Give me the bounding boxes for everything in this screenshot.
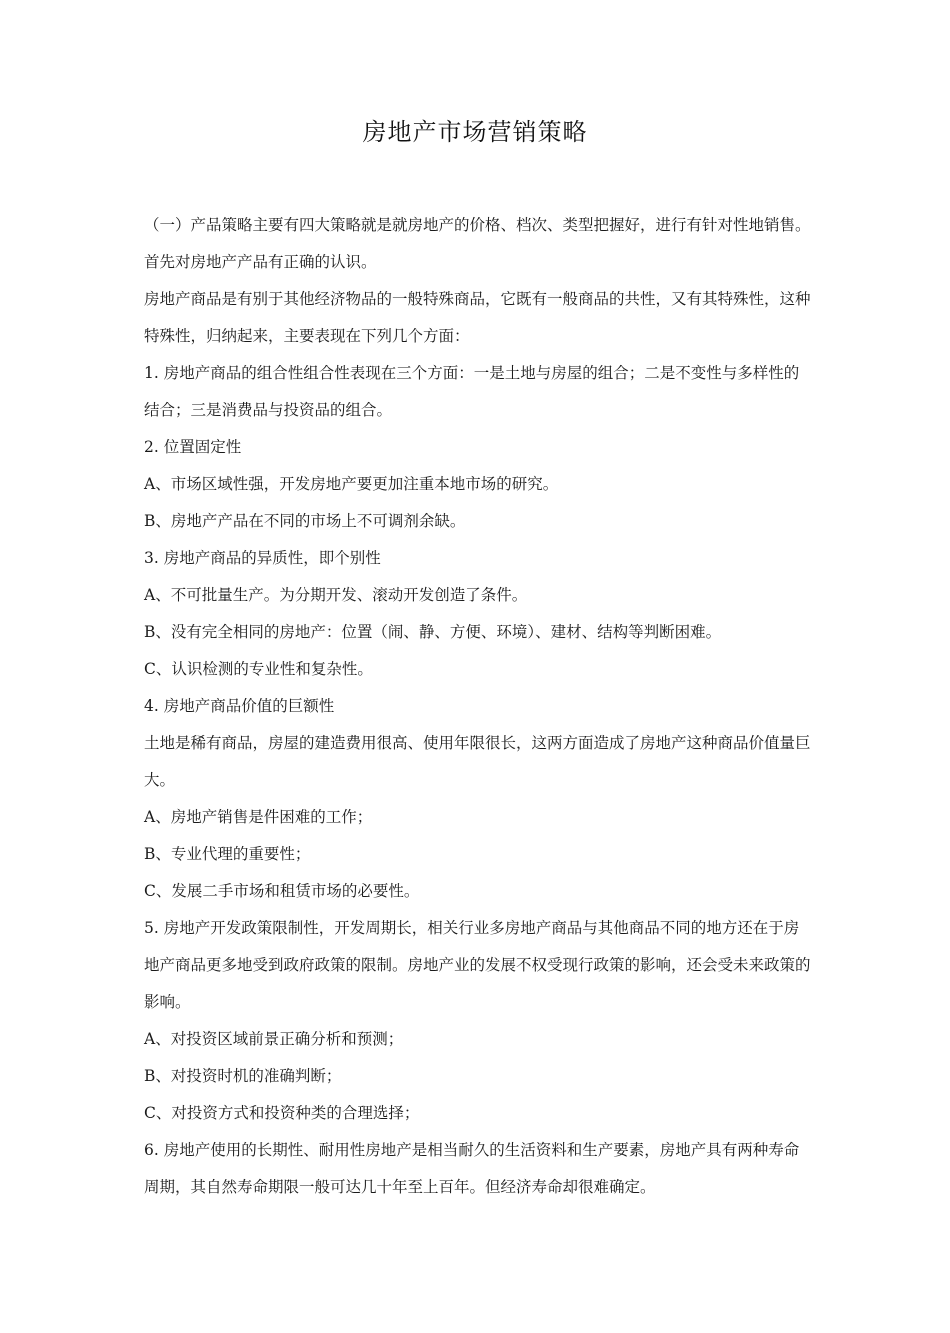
paragraph-point-3c: C、认识检测的专业性和复杂性。 <box>144 660 373 678</box>
paragraph-special-commodity: 房地产商品是有别于其他经济物品的一般特殊商品，它既有一般商品的共性，又有其特殊性，这种特殊性，归纳起来，主要表现在下列几个方面： <box>144 290 811 345</box>
paragraph-point-5: 5. 房地产开发政策限制性，开发周期长，相关行业多房地产商品与其他商品不同的地方还在于房地产商品更多地受到政府政策的限制。房地产业的发展不权受现行政策的影响，还会受未来政策的影响。 <box>144 919 811 1011</box>
paragraph-point-5b: B、对投资时机的准确判断； <box>144 1067 342 1085</box>
paragraph-point-3a: A、不可批量生产。为分期开发、滚动开发创造了条件。 <box>144 586 528 604</box>
paragraph-product-strategy: （一）产品策略主要有四大策略就是就房地产的价格、档次、类型把握好，进行有针对性地销售。首先对房地产产品有正确的认识。 <box>144 216 811 271</box>
document-title: 房地产市场营销策略 <box>362 118 588 146</box>
paragraph-point-3: 3. 房地产商品的异质性，即个别性 <box>144 549 381 567</box>
paragraph-point-4c: C、发展二手市场和租赁市场的必要性。 <box>144 882 420 900</box>
paragraph-point-6: 6. 房地产使用的长期性、耐用性房地产是相当耐久的生活资料和生产要素，房地产具有两种寿命周期，其自然寿命期限一般可达几十年至上百年。但经济寿命却很难确定。 <box>144 1141 800 1196</box>
paragraph-point-2a: A、市场区域性强，开发房地产要更加注重本地市场的研究。 <box>144 475 559 493</box>
paragraph-point-4-detail: 土地是稀有商品，房屋的建造费用很高、使用年限很长，这两方面造成了房地产这种商品价值量巨大。 <box>144 734 811 789</box>
paragraph-point-5c: C、对投资方式和投资种类的合理选择； <box>144 1104 420 1122</box>
paragraph-point-3b: B、没有完全相同的房地产：位置（闹、静、方便、环境）、建材、结构等判断困难。 <box>144 623 722 641</box>
document-body <box>144 207 812 1206</box>
paragraph-point-4b: B、专业代理的重要性； <box>144 845 311 863</box>
paragraph-point-2b: B、房地产产品在不同的市场上不可调剂余缺。 <box>144 512 466 530</box>
paragraph-point-2: 2. 位置固定性 <box>144 438 242 456</box>
paragraph-point-5a: A、对投资区域前景正确分析和预测； <box>144 1030 404 1048</box>
paragraph-point-4: 4. 房地产商品价值的巨额性 <box>144 697 335 715</box>
paragraph-point-4a: A、房地产销售是件困难的工作； <box>144 808 373 826</box>
paragraph-point-1: 1. 房地产商品的组合性组合性表现在三个方面：一是土地与房屋的组合；二是不变性与多样性的结合；三是消费品与投资品的组合。 <box>144 364 800 419</box>
